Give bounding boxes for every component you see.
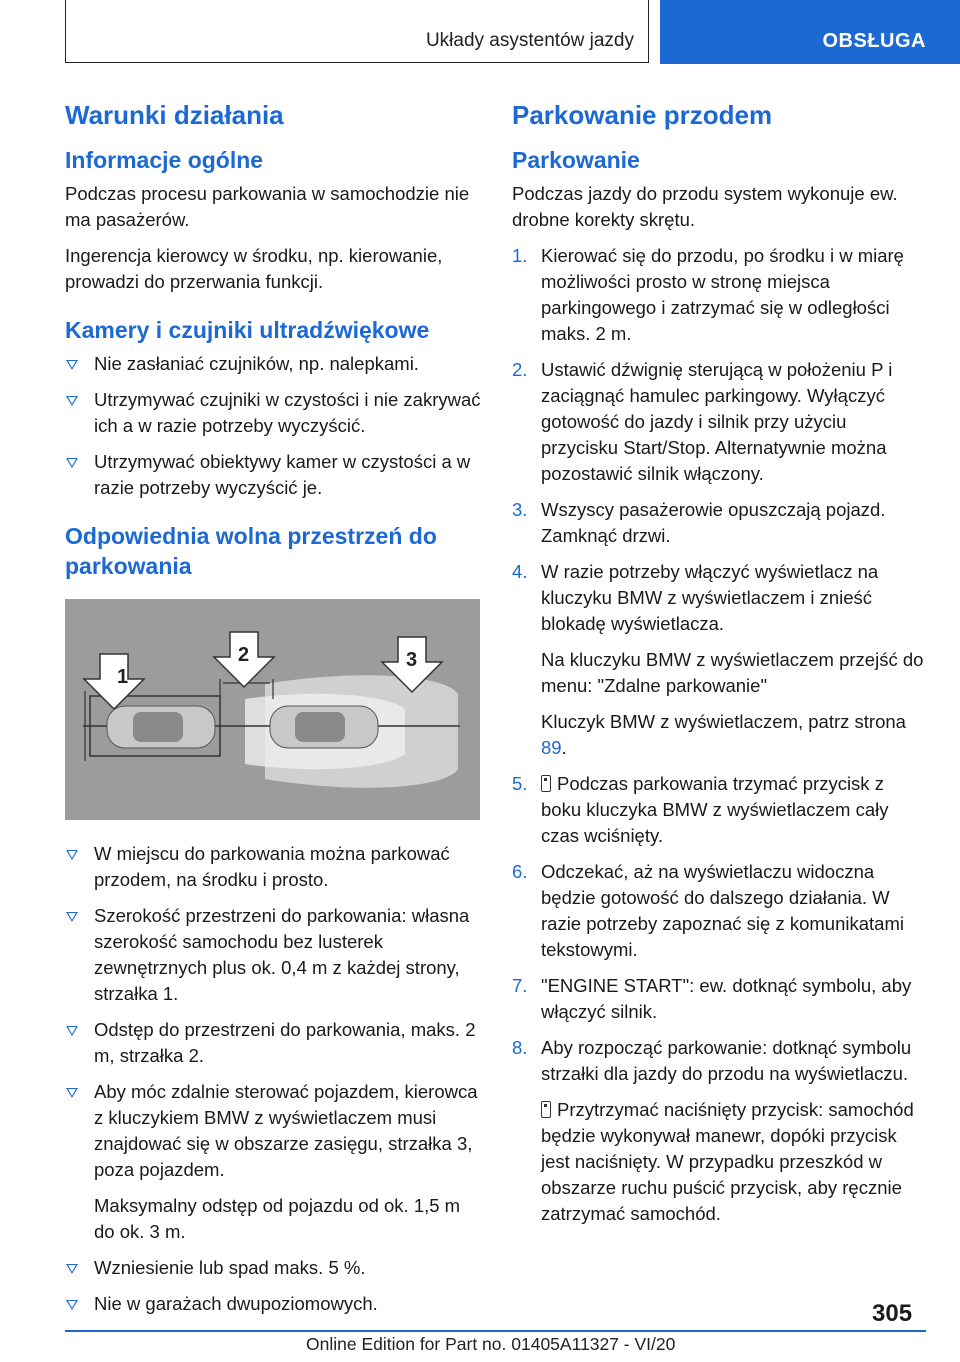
list-item: 2. Ustawić dźwignię sterującą w położeniu P i zaciągnąć hamulec parkingowy. Wyłączyć gotowość do jazdy i silnik przy użyciu przycisku Start/Stop. Alternatywnie można pozostawić silnik włączony.	[512, 359, 893, 484]
space-heading: Odpowiednia wolna przestrzeń do parkowania	[65, 523, 437, 579]
right-main-heading: Parkowanie przodem	[512, 100, 773, 130]
page-number: 305	[872, 1300, 913, 1327]
footer-edition: Online Edition for Part no. 01405A11327 - VI/20	[306, 1334, 676, 1354]
list-item: Nie w garażach dwupoziomowych.	[65, 1291, 483, 1317]
general-heading: Informacje ogólne	[65, 147, 264, 173]
list-item: Odstęp do przestrzeni do parkowania, maks. 2 m, strzałka 2.	[65, 1017, 483, 1069]
header-tab-label: OBSŁUGA	[822, 30, 926, 52]
list-item: Nie zasłaniać czujników, np. nalepkami.	[65, 351, 483, 377]
figure-label-2: 2	[238, 644, 250, 666]
triangle-bullet-icon	[66, 1088, 78, 1098]
general-paragraph-2: Ingerencja kierowcy w środku, np. kierowanie, prowadzi do przerwania funkcji.	[65, 245, 443, 292]
triangle-bullet-icon	[66, 396, 78, 406]
sensors-heading: Kamery i czujniki ultradźwiękowe	[65, 317, 430, 343]
parking-heading: Parkowanie	[512, 147, 640, 173]
list-item: 1. Kierować się do przodu, po środku i w miarę możliwości prosto w stronę miejsca parkingowego i zatrzymać się w odległości maks. 2 m.	[512, 245, 904, 344]
header-tab	[660, 0, 960, 64]
list-item: 5. Podczas parkowania trzymać przycisk z boku kluczyka BMW z wyświetlaczem cały czas wciśnięty.	[512, 773, 889, 846]
sensors-list	[65, 351, 483, 501]
triangle-bullet-icon	[66, 1026, 78, 1036]
list-item: 7. "ENGINE START": ew. dotknąć symbolu, aby włączyć silnik.	[512, 975, 912, 1022]
triangle-bullet-icon	[66, 1300, 78, 1310]
list-item: Wzniesienie lub spad maks. 5 %.	[65, 1255, 483, 1281]
parking-intro: Podczas jazdy do przodu system wykonuje ew. drobne korekty skrętu.	[512, 183, 898, 230]
list-item: Utrzymywać czujniki w czystości i nie zakrywać ich a w razie potrzeby wyczyścić.	[65, 387, 483, 439]
left-main-heading: Warunki działania	[65, 100, 284, 130]
triangle-bullet-icon	[66, 360, 78, 370]
right-column	[512, 100, 926, 1237]
header-title: Układy asystentów jazdy	[425, 30, 634, 51]
list-item: 6. Odczekać, aż na wyświetlaczu widoczna będzie gotowość do dalszego działania. W razie potrzeby zapoznać się z komunikatami tekstowymi.	[512, 861, 904, 960]
triangle-bullet-icon	[66, 1264, 78, 1274]
figure-label-3: 3	[406, 649, 418, 671]
list-item: W miejscu do parkowania można parkować przodem, na środku i prosto.	[65, 841, 483, 893]
key-button-icon	[541, 1101, 551, 1118]
parking-space-figure	[65, 599, 480, 820]
figure-label-1: 1	[117, 666, 129, 688]
list-item: Szerokość przestrzeni do parkowania: własna szerokość samochodu bez lusterek zewnętrznych plus ok. 0,4 m z każdej strony, strzałka 1.	[65, 903, 483, 1007]
key-button-icon	[541, 775, 551, 792]
parking-steps	[512, 243, 926, 1227]
footer-divider	[65, 1330, 926, 1332]
header-frame	[65, 0, 649, 63]
general-paragraph-1: Podczas procesu parkowania w samochodzie nie ma pasażerów.	[65, 183, 470, 230]
triangle-bullet-icon	[66, 912, 78, 922]
left-column	[65, 100, 483, 1327]
list-item: 4. W razie potrzeby włączyć wyświetlacz na kluczyku BMW z wyświetlaczem i znieść blokadę wyświetlacza. Na kluczyku BMW z wyświetlaczem przejść do menu: "Zdalne parkowanie" Kluczyk BMW z wyświetlaczem, patrz strona 89.	[512, 561, 924, 758]
list-item: 3. Wszyscy pasażerowie opuszczają pojazd. Zamknąć drzwi.	[512, 499, 886, 546]
list-item: 8. Aby rozpocząć parkowanie: dotknąć symbolu strzałki dla jazdy do przodu na wyświetlaczu. Przytrzymać naciśnięty przycisk: samochód będzie wykonywał manewr, dopóki przycisk jest naciśnięty. W przypadku przeszkód w obszarze ruchu puścić przycisk, aby ręcznie zatrzymać samochód.	[512, 1037, 914, 1224]
triangle-bullet-icon	[66, 458, 78, 468]
page-link[interactable]: 89	[541, 737, 562, 758]
space-list	[65, 841, 483, 1317]
triangle-bullet-icon	[66, 850, 78, 860]
list-item: Utrzymywać obiektywy kamer w czystości a w razie potrzeby wyczyścić je.	[65, 449, 483, 501]
list-item: Aby móc zdalnie sterować pojazdem, kierowca z kluczykiem BMW z wyświetlaczem musi znajdować się w obszarze zasięgu, strzałka 3, poza pojazdem. Maksymalny odstęp od pojazdu od ok. 1,5 m do ok. 3 m.	[65, 1079, 483, 1245]
